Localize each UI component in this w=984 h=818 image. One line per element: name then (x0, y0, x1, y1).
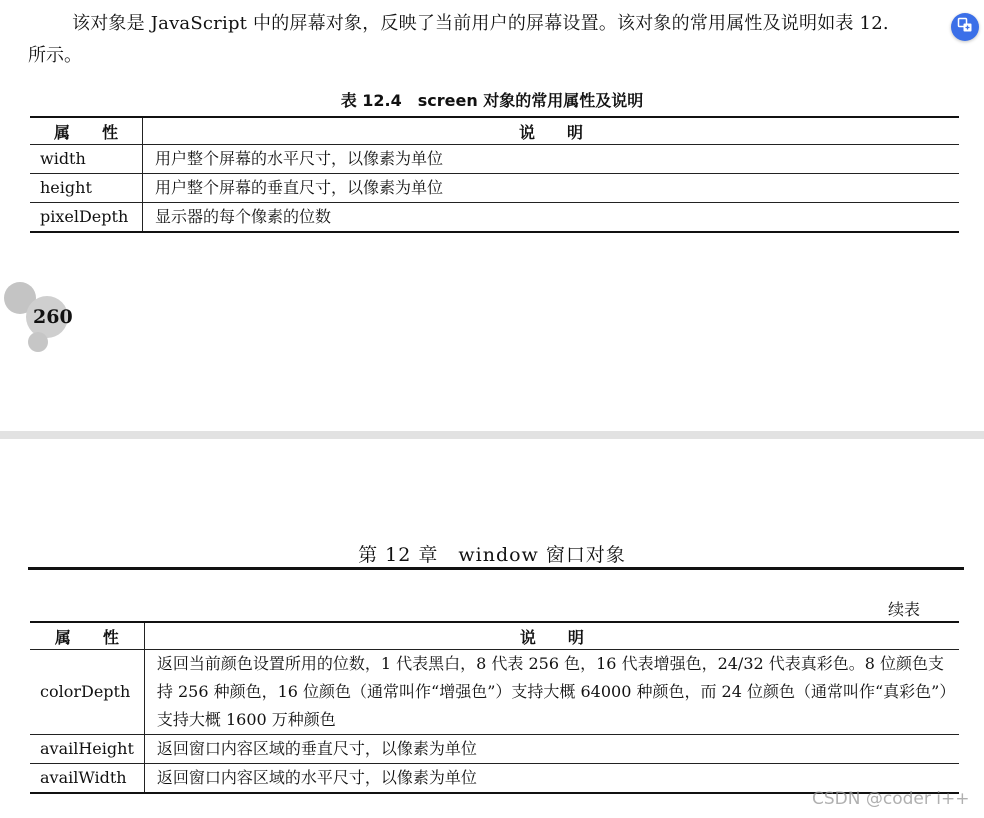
property-description: 返回窗口内容区域的垂直尺寸，以像素为单位 (144, 735, 959, 764)
chapter-header: 第 12 章 window 窗口对象 (358, 544, 626, 566)
property-name: availHeight (30, 735, 144, 764)
continued-label: 续表 (888, 600, 921, 619)
screen-properties-table-continued (30, 621, 959, 794)
page-separator (0, 431, 984, 439)
property-name: height (30, 174, 143, 203)
header-property: 属 性 (30, 117, 143, 145)
table-caption: 表 12.4 screen 对象的常用属性及说明 (340, 91, 644, 110)
screen-properties-table (30, 116, 959, 233)
table-header-row (30, 117, 959, 145)
table-header-row (30, 622, 959, 650)
intro-paragraph-line-1: 该对象是 JavaScript 中的屏幕对象，反映了当前用户的屏幕设置。该对象的常用属性及说明如表 12. (72, 13, 889, 34)
property-description: 用户整个屏幕的水平尺寸，以像素为单位 (143, 145, 960, 174)
chapter-rule (28, 567, 964, 570)
property-description: 用户整个屏幕的垂直尺寸，以像素为单位 (143, 174, 960, 203)
property-name: availWidth (30, 764, 144, 794)
header-description: 说 明 (143, 117, 960, 145)
page-number: 260 (33, 306, 73, 328)
property-description: 显示器的每个像素的位数 (143, 203, 960, 233)
property-name: width (30, 145, 143, 174)
header-description: 说 明 (144, 622, 959, 650)
header-property: 属 性 (30, 622, 144, 650)
table-row (30, 203, 959, 233)
table-row (30, 735, 959, 764)
property-description: 返回当前颜色设置所用的位数，1 代表黑白，8 代表 256 色，16 代表增强色，24/32 代表真彩色。8 位颜色支持 256 种颜色，16 位颜色（通常叫作“增强色”）支持大概 64000 种颜色，而 24 位颜色（通常叫作“真彩色”）支持大概 1600 万种颜色 (144, 650, 959, 735)
translate-icon (957, 17, 973, 37)
intro-paragraph-line-2: 所示。 (28, 45, 82, 66)
property-description: 返回窗口内容区域的水平尺寸，以像素为单位 (144, 764, 959, 794)
table-row (30, 145, 959, 174)
property-name: pixelDepth (30, 203, 143, 233)
table-row (30, 650, 959, 735)
property-name: colorDepth (30, 650, 144, 735)
csdn-watermark: CSDN @coder i++ (812, 789, 970, 809)
table-row (30, 174, 959, 203)
floating-translate-button[interactable] (951, 13, 979, 41)
